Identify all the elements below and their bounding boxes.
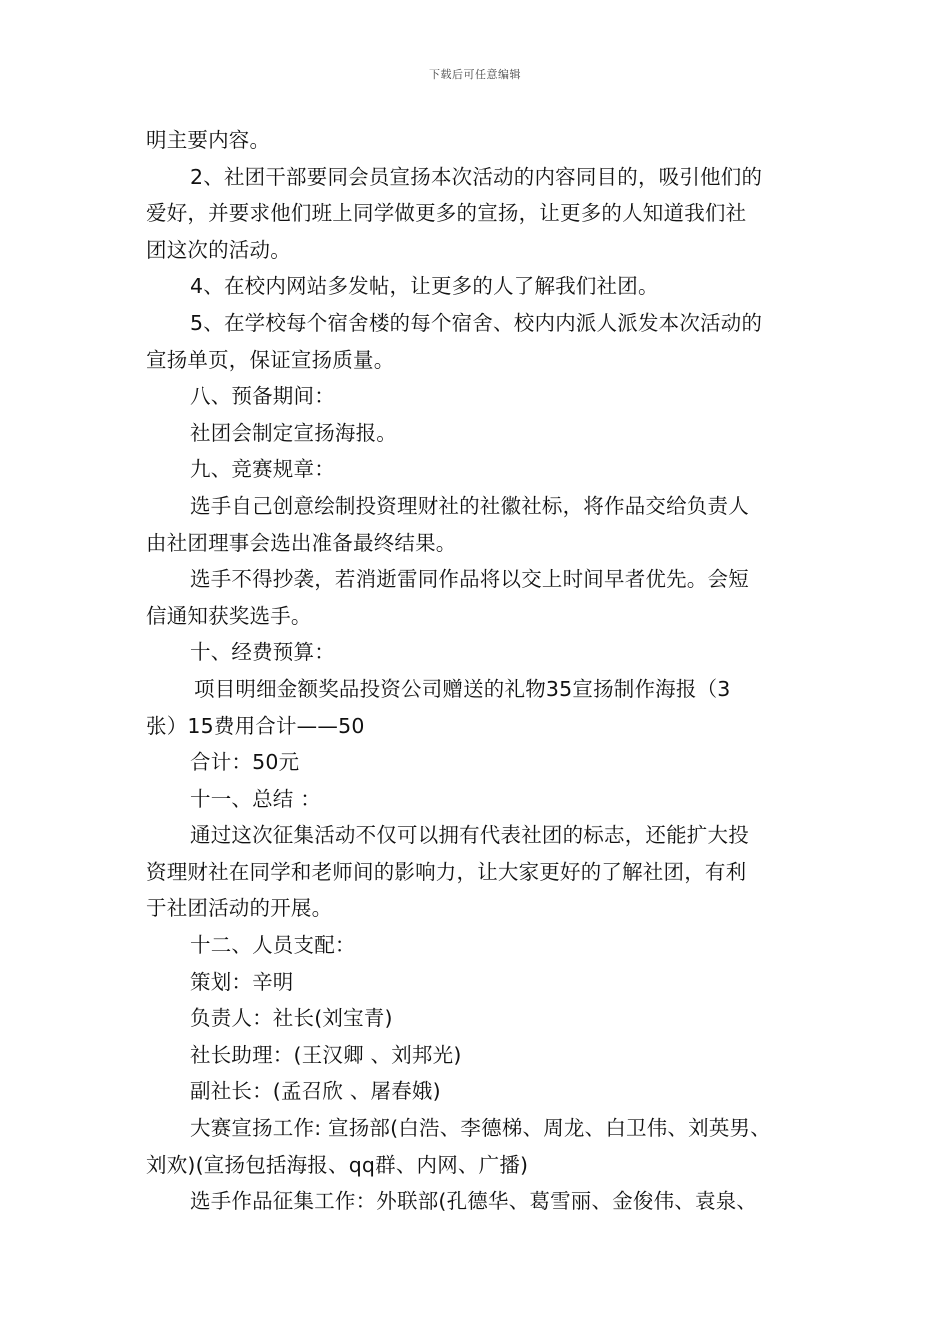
document-line: 团这次的活动。 [146, 237, 291, 262]
document-line: 选手作品征集工作：外联部(孔德华、葛雪丽、金俊伟、袁泉、 [190, 1189, 758, 1214]
document-line: 4、在校内网站多发帖，让更多的人了解我们社团。 [190, 274, 659, 299]
document-line: 社团会制定宣扬海报。 [190, 420, 397, 445]
document-line: 通过这次征集活动不仅可以拥有代表社团的标志，还能扩大投 [190, 823, 749, 848]
document-line: 刘欢)(宣扬包括海报、qq群、内网、广播) [146, 1152, 529, 1177]
document-line: 项目明细金额奖品投资公司赠送的礼物35宣扬制作海报（3 [194, 676, 731, 701]
document-line: 九、竞赛规章： [190, 457, 335, 482]
document-line: 副社长：(孟召欣 、屠春娥) [190, 1079, 441, 1104]
document-line: 十二、人员支配： [190, 933, 356, 958]
document-line: 十、经费预算： [190, 640, 335, 665]
document-line: 5、在学校每个宿舍楼的每个宿舍、校内内派人派发本次活动的 [190, 310, 763, 335]
document-line: 大赛宣扬工作: 宣扬部(白浩、李德梯、周龙、白卫伟、刘英男、 [190, 1116, 771, 1141]
document-line: 2、社团干部要同会员宣扬本次活动的内容同目的，吸引他们的 [190, 164, 763, 189]
document-line: 策划：辛明 [190, 969, 294, 994]
page-header: 下载后可任意编辑 [429, 68, 521, 81]
document-line: 张）15费用合计——50 [146, 713, 365, 738]
document-line: 八、预备期间： [190, 384, 335, 409]
document-line: 由社团理事会选出准备最终结果。 [146, 530, 457, 555]
document-line: 选手自己创意绘制投资理财社的社徽社标，将作品交给负责人 [190, 493, 749, 518]
document-line: 宣扬单页，保证宣扬质量。 [146, 347, 395, 372]
document-line: 社长助理：(王汉卿 、刘邦光) [190, 1042, 462, 1067]
document-line: 明主要内容。 [146, 128, 271, 152]
document-line: 信通知获奖选手。 [146, 603, 312, 628]
document-line: 负责人：社长(刘宝青) [190, 1006, 393, 1031]
document-line: 于社团活动的开展。 [146, 896, 333, 921]
document-line: 选手不得抄袭，若消逝雷同作品将以交上时间早者优先。会短 [190, 567, 749, 592]
document-line: 合计：50元 [190, 750, 300, 775]
document-body [146, 122, 816, 1220]
document-line: 十一、总结 ： [190, 786, 321, 811]
document-line: 爱好，并要求他们班上同学做更多的宣扬，让更多的人知道我们社 [146, 201, 747, 226]
document-line: 资理财社在同学和老师间的影响力，让大家更好的了解社团，有利 [146, 859, 747, 884]
